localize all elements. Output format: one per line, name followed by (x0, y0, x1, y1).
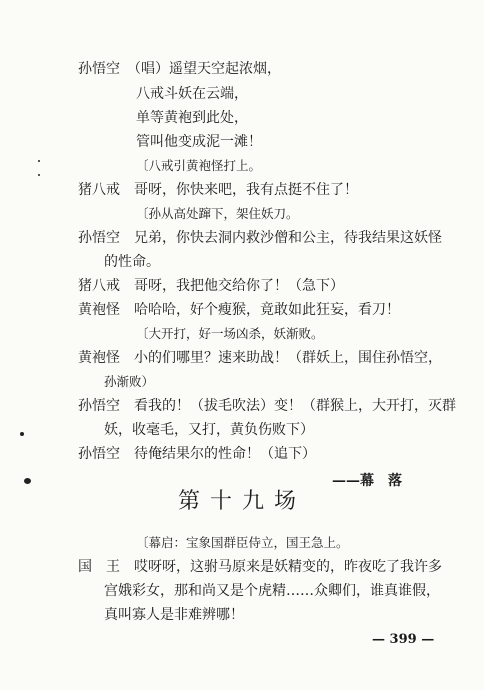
curtain-falls: ——幕 落 (332, 473, 402, 489)
dialogue-line: 国 王 哎呀呀，这驸马原来是妖精变的，昨夜吃了我许多 (78, 559, 442, 575)
dialogue-line: 妖，收毫毛，又打，黄负伤败下） (104, 422, 314, 438)
stage-direction: 〔八戒引黄袍怪打上。 (136, 158, 262, 173)
dialogue-line: 猪八戒 哥呀，我把他交给你了！（急下） (78, 278, 344, 294)
scan-speck (38, 160, 40, 162)
scan-speck (24, 478, 31, 484)
scan-speck (20, 432, 24, 436)
page-number: — 399 — (372, 632, 435, 647)
stage-direction: 〔幕启：宝象国群臣侍立，国王急上。 (136, 535, 349, 550)
stage-direction: 〔孙从高处蹿下，架住妖刀。 (136, 206, 299, 221)
dialogue-line: 孙悟空 （唱）遥望天空起浓烟， (78, 61, 281, 77)
dialogue-line: 猪八戒 哥呀，你快来吧，我有点挺不住了！ (78, 182, 358, 198)
dialogue-line: 八戒斗妖在云端， (136, 86, 248, 102)
dialogue-line: 孙悟空 兄弟，你快去洞内救沙僧和公主，待我结果这妖怪 (78, 230, 442, 246)
stage-direction: 〔大开打，好一场凶杀，妖渐败。 (136, 326, 324, 341)
dialogue-line: 黄袍怪 哈哈哈，好个瘦猴，竟敢如此狂妄，看刀！ (78, 302, 400, 318)
dialogue-line: 孙悟空 看我的！（拔毛吹法）变！（群猴上，大开打，灭群 (78, 398, 456, 414)
stage-direction: 孙渐败） (104, 374, 155, 389)
dialogue-line: 管叫他变成泥一滩！ (136, 134, 262, 150)
dialogue-line: 黄袍怪 小的们哪里？速来助战！（群妖上，围住孙悟空， (78, 350, 442, 366)
dialogue-line: 宫娥彩女，那和尚又是个虎精……众卿们，谁真谁假， (104, 583, 440, 599)
dialogue-line: 孙悟空 待俺结果尔的性命！（追下） (78, 446, 316, 462)
dialogue-line: 单等黄袍到此处， (136, 110, 248, 126)
scan-speck (38, 174, 40, 176)
dialogue-line: 的性命。 (104, 254, 160, 270)
scene-title: 第十九场 (177, 489, 306, 514)
dialogue-line: 真叫寡人是非难辨哪！ (104, 607, 244, 623)
